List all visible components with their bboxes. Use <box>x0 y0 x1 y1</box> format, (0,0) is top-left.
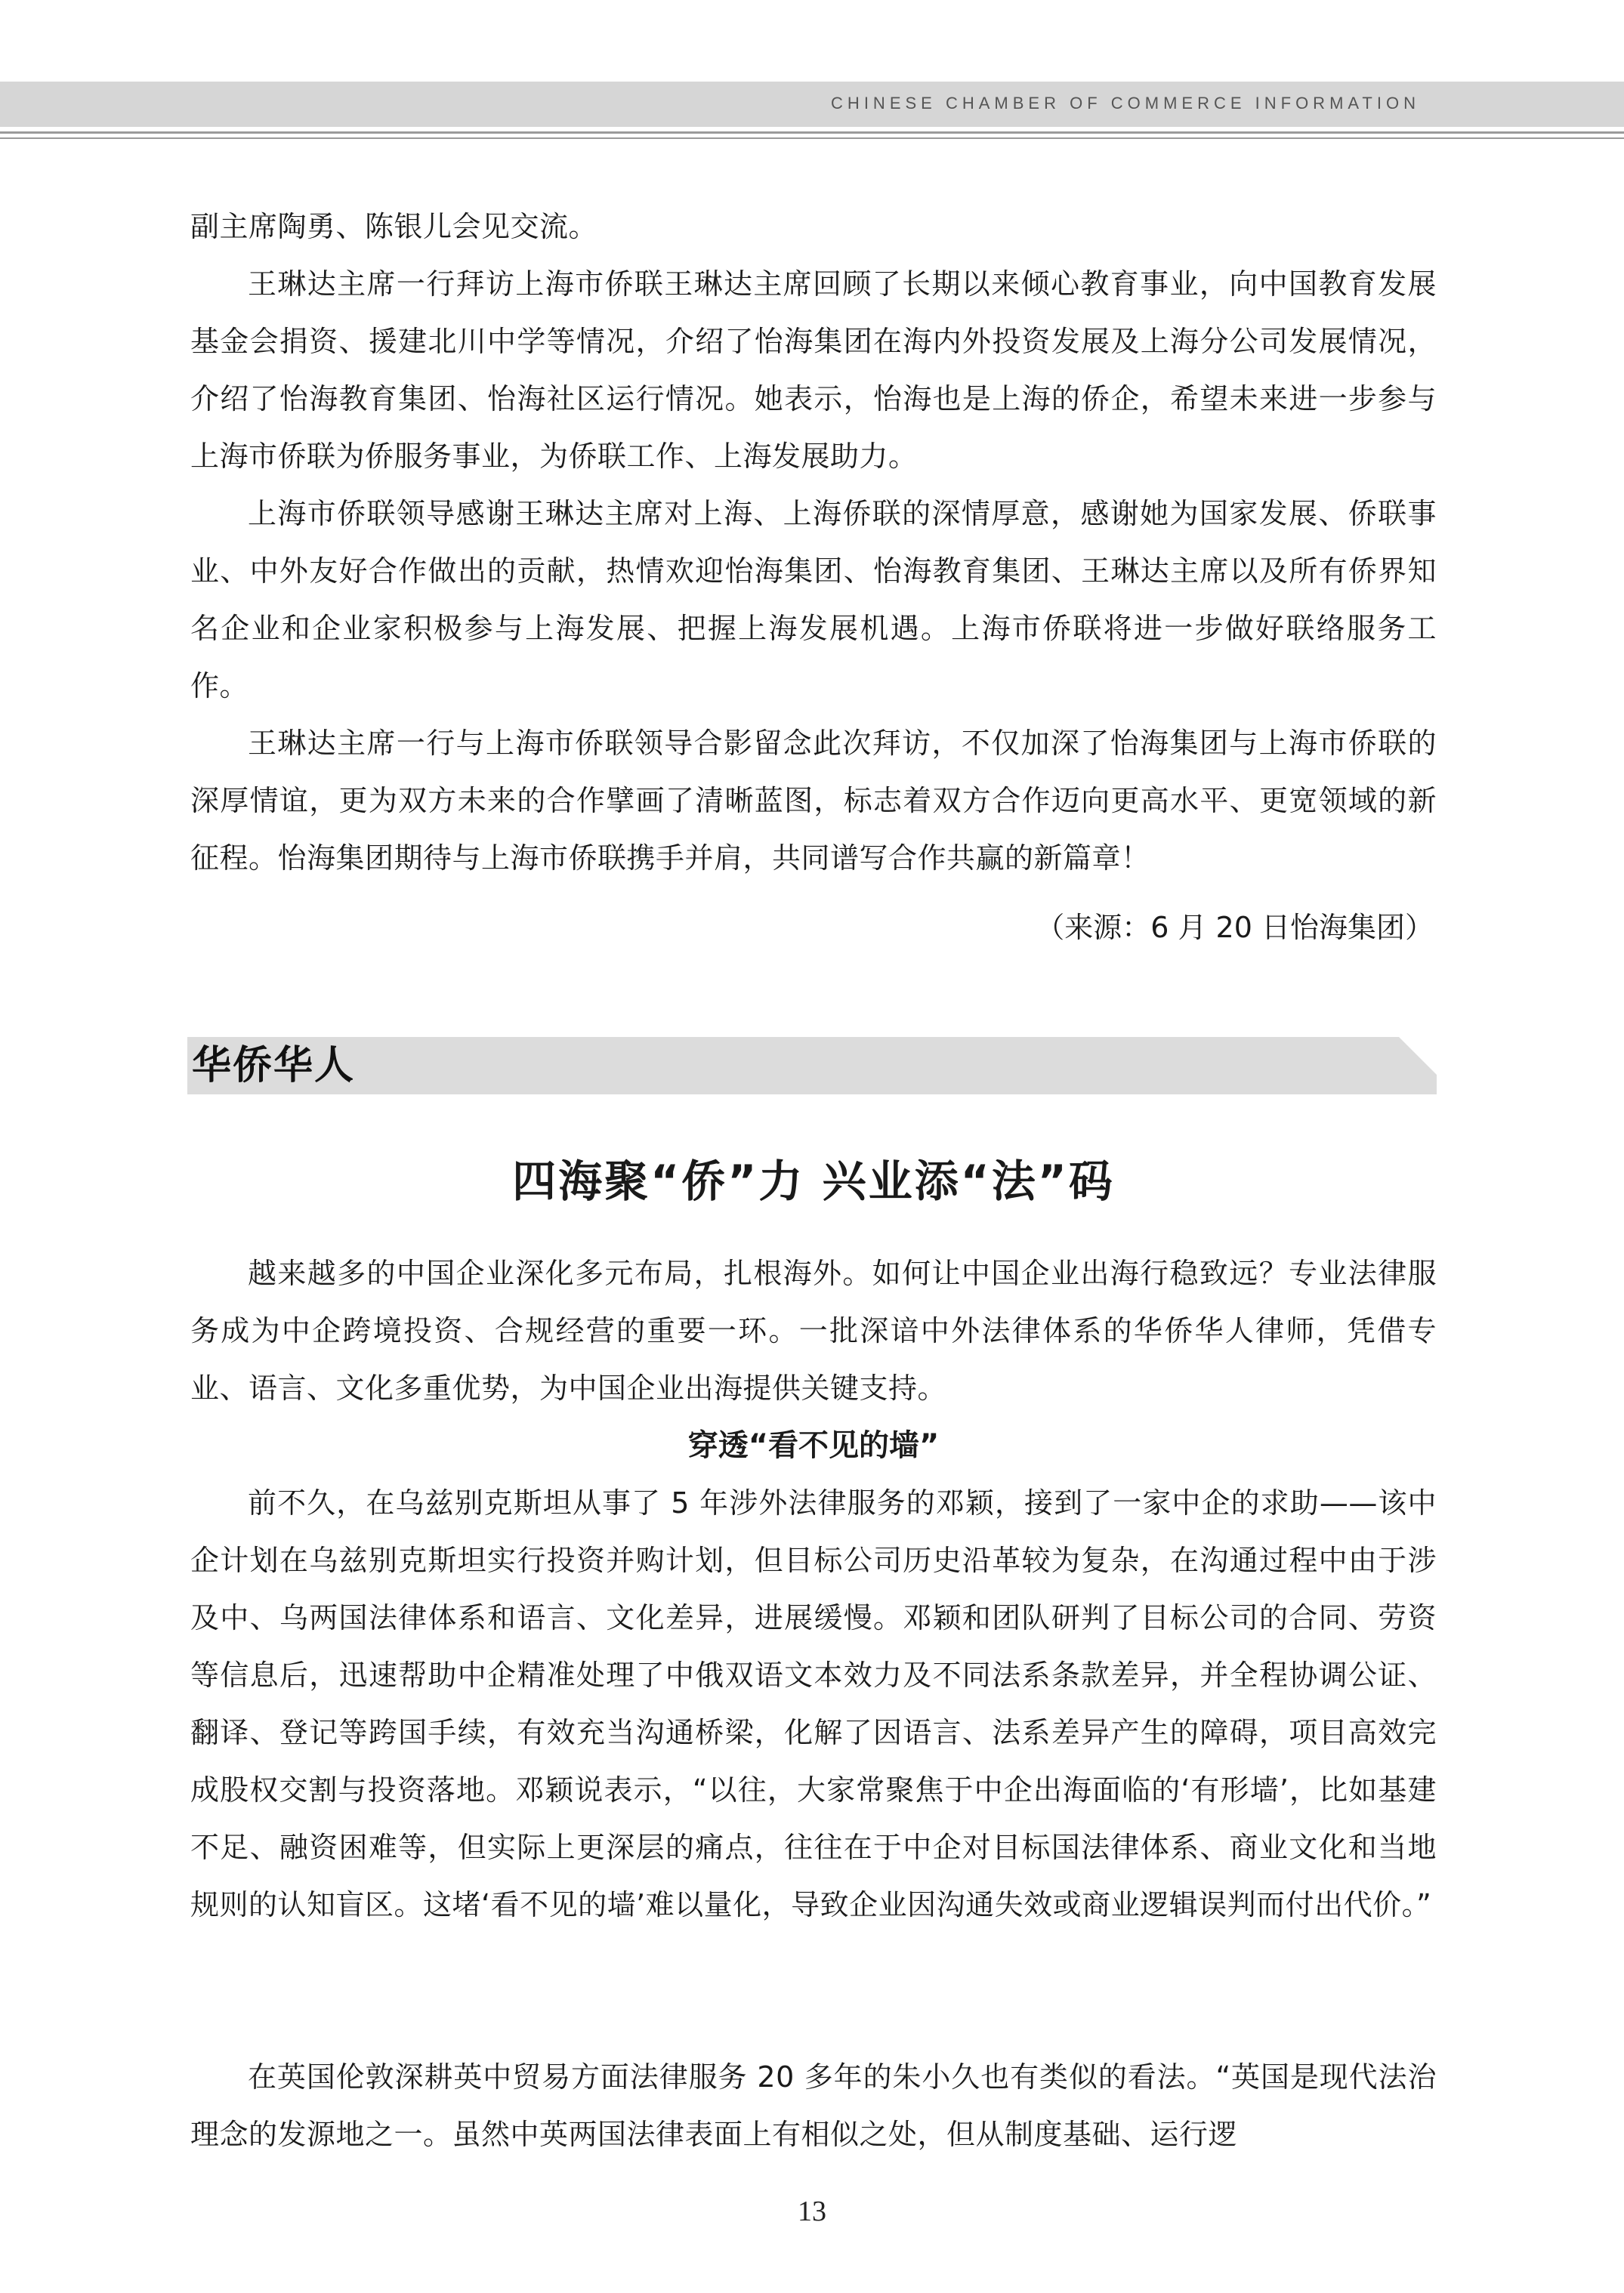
paragraph-visit: 王琳达主席一行拜访上海市侨联王琳达主席回顾了长期以来倾心教育事业，向中国教育发展基金会捐资、援建北川中学等情况，介绍了怡海集团在海内外投资发展及上海分公司发展情况，介绍了怡海教育集团、怡海社区运行情况。她表示，怡海也是上海的侨企，希望未来进一步参与上海市侨联为侨服务事业，为侨联工作、上海发展助力。 <box>190 267 1437 473</box>
paragraph-deng-ying: 前不久，在乌兹别克斯坦从事了 5 年涉外法律服务的邓颖，接到了一家中企的求助——该中企计划在乌兹别克斯坦实行投资并购计划，但目标公司历史沿革较为复杂，在沟通过程中由于涉及中、乌两国法律体系和语言、文化差异，进展缓慢。邓颖和团队研判了目标公司的合同、劳资等信息后，迅速帮助中企精准处理了中俄双语文本效力及不同法系条款差异，并全程协调公证、翻译、登记等跨国手续，有效充当沟通桥梁，化解了因语言、法系差异产生的障碍，项目高效完成股权交割与投资落地。邓颖说表示，“以往，大家常聚焦于中企出海面临的‘有形墙’，比如基建不足、融资困难等，但实际上更深层的痛点，往往在于中企对目标国法律体系、商业文化和当地规则的认知盲区。这堵‘看不见的墙’难以量化，导致企业因沟通失效或商业逻辑误判而付出代价。” <box>190 1486 1437 1921</box>
article-intro: 越来越多的中国企业深化多元布局，扎根海外。如何让中国企业出海行稳致远？专业法律服务成为中企跨境投资、合规经营的重要一环。一批深谙中外法律体系的华侨华人律师，凭借专业、语言、文化多重优势，为中国企业出海提供关键支持。 <box>190 1257 1437 1405</box>
publication-title: CHINESE CHAMBER OF COMMERCE INFORMATION <box>831 94 1420 113</box>
paragraph-continued: 副主席陶勇、陈银儿会见交流。 <box>190 210 598 243</box>
section-title: 华侨华人 <box>192 1042 356 1088</box>
page-number: 13 <box>798 2196 826 2227</box>
paragraph-thanks: 上海市侨联领导感谢王琳达主席对上海、上海侨联的深情厚意，感谢她为国家发展、侨联事业、中外友好合作做出的贡献，热情欢迎怡海集团、怡海教育集团、王琳达主席以及所有侨界知名企业和企业家积极参与上海发展、把握上海发展机遇。上海市侨联将进一步做好联络服务工作。 <box>190 497 1437 702</box>
header-rule-bottom <box>0 137 1624 139</box>
section-banner <box>187 1037 1437 1094</box>
paragraph-photo: 王琳达主席一行与上海市侨联领导合影留念此次拜访，不仅加深了怡海集团与上海市侨联的深厚情谊，更为双方未来的合作擘画了清晰蓝图，标志着双方合作迈向更高水平、更宽领域的新征程。怡海集团期待与上海市侨联携手并肩，共同谱写合作共赢的新篇章！ <box>190 727 1437 875</box>
article-subheading: 穿透“看不见的墙” <box>687 1428 940 1463</box>
header-rule-top <box>0 131 1624 134</box>
article-source: （来源：6 月 20 日怡海集团） <box>1036 911 1434 944</box>
article-title: 四海聚“侨”力 兴业添“法”码 <box>512 1156 1115 1207</box>
paragraph-zhu-xiaojiu: 在英国伦敦深耕英中贸易方面法律服务 20 多年的朱小久也有类似的看法。“英国是现代法治理念的发源地之一。虽然中英两国法律表面上有相似之处，但从制度基础、运行逻 <box>190 2060 1437 2151</box>
